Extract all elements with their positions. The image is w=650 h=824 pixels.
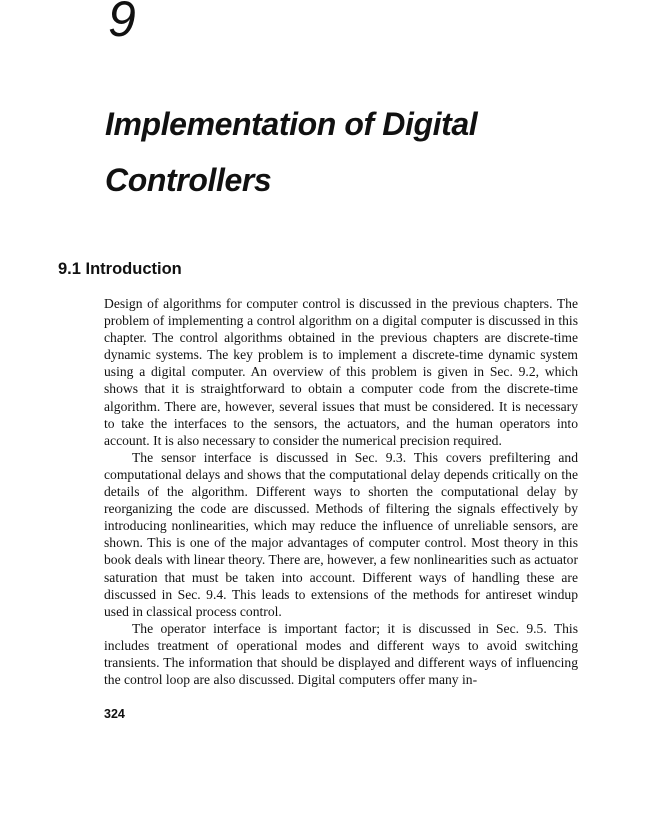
page-number: 324	[104, 707, 125, 721]
chapter-number: 9	[108, 0, 136, 47]
paragraph-2: The sensor interface is discussed in Sec. 9.3. This covers prefiltering and computational delays and shows that the computational delay depends critically on the details of the algorithm. Different ways to shorten the computational delay by reorganizing the code are discussed. Methods of filtering the signals effectively by introducing nonlinearities, which may reduce the influence of unreliable sensors, are shown. This is one of the major advantages of computer control. Most theory in this book deals with linear theory. There are, however, a few nonlinearities such as actuator saturation that must be taken into account. Different ways of handling these are discussed in Sec. 9.4. This leads to extensions of the methods for antireset windup used in classical process control.	[104, 449, 578, 619]
paragraph-3: The operator interface is important factor; it is discussed in Sec. 9.5. This includes treatment of operational modes and different ways to avoid switching transients. The information that should be displayed and different ways of influencing the control loop are also discussed. Digital computers offer many in-	[104, 620, 578, 688]
body-text	[104, 295, 578, 688]
chapter-title: Implementation of Digital Controllers	[105, 106, 478, 198]
paragraph-1: Design of algorithms for computer control is discussed in the previous chapters. The problem of implementing a control algorithm on a digital computer is discussed in this chapter. The control algorithms obtained in the previous chapters are discrete-time dynamic systems. The key problem is to implement a discrete-time dynamic system using a digital computer. An overview of this problem is given in Sec. 9.2, which shows that it is straightforward to obtain a computer code from the discrete-time algorithm. There are, however, several issues that must be considered. It is necessary to take the interfaces to the sensors, the actuators, and the human operators into account. It is also necessary to consider the numerical precision required.	[104, 296, 578, 448]
section-heading: 9.1 Introduction	[58, 260, 182, 278]
